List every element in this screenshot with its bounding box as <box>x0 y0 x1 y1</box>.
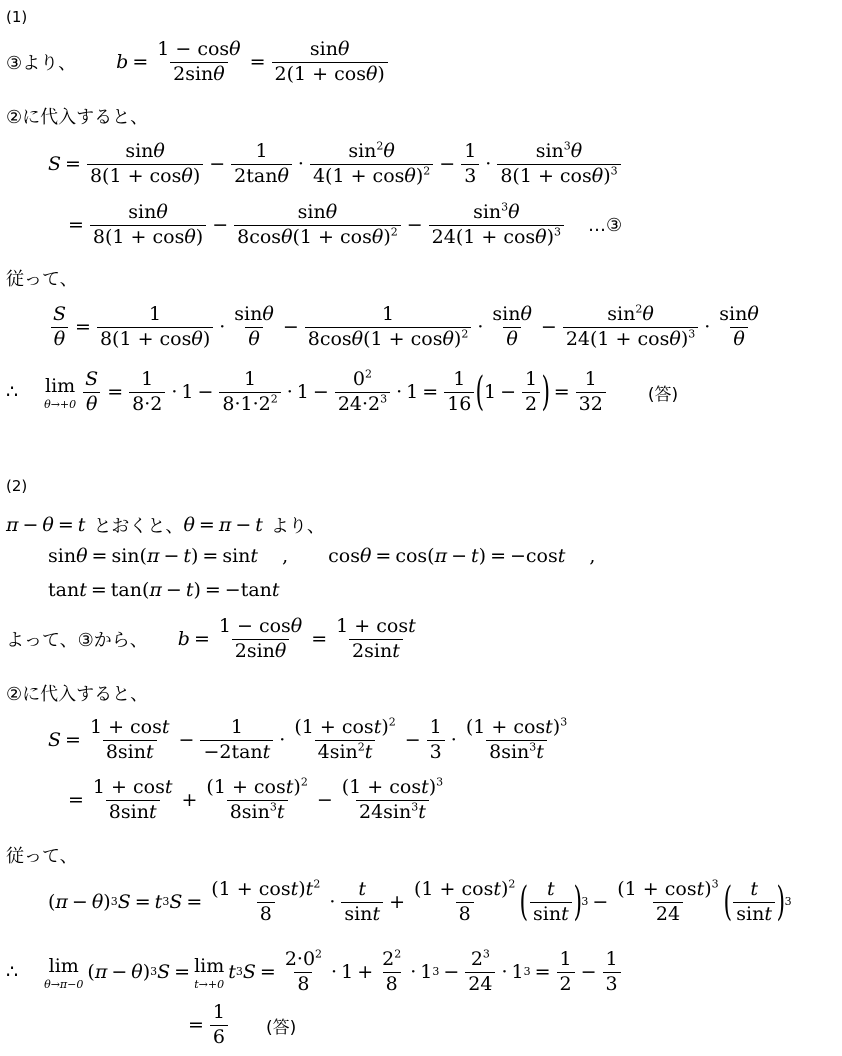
part1-b-equation: ③より、 b = $\frac{1 - \cos\theta}{2\sin\theta}$ = $\frac{\sin\theta}{2(1 + \cos\theta)}$ <box>6 40 390 85</box>
part2-b-equation: よって、③から、 b = $\frac{1 - \cos\theta}{2\sin\theta}$ = $\frac{1 + \cos t}{2\sin t}$ <box>6 615 416 662</box>
part2-tan: tan t = tan( π − t ) = −tan t <box>48 579 280 601</box>
part1-answer-mark: (答) <box>647 384 679 405</box>
part1-substitute-lead: ②に代入すると、 <box>6 107 149 128</box>
part2-S-line1: S = $\frac{1 + \cos t}{8\sin t}$ − $\frac{1}{-2\tan t}$ · $\frac{(1 + \cos t)^2}{4\sin^2t}$ − $\frac{1}{3}$ · $\frac{(1 + \cos t)^3}{8\sin^3t}$ <box>48 715 568 763</box>
part1-S-line1: S = $\frac{\sin\theta}{8(1 + \cos\theta)}$ − $\frac{1}{2\tan\theta}$ · $\frac{\sin^2\theta}{4(1 + \cos\theta)^2}$ − $\frac{1}{3}$ · $\frac{\sin^3\theta}{8(1 + \cos\theta)^3}$ <box>48 142 623 187</box>
part2-therefore-lead: 従って、 <box>6 846 78 867</box>
part2-setup: π − θ = t とおくと、 θ = π − t より、 <box>6 514 325 537</box>
part2-answer-mark: (答) <box>266 1017 297 1038</box>
part1-label: (1) <box>6 8 28 26</box>
part2-S-line2: = $\frac{1 + \cos t}{8\sin t}$ + $\frac{(1 + \cos t)^2}{8\sin^3t}$ − $\frac{(1 + \cos t)^3}{24\sin^3t}$ <box>68 775 444 823</box>
part1-S-line2: = $\frac{\sin\theta}{8(1 + \cos\theta)}$ − $\frac{\sin\theta}{8\cos\theta(1 + \cos\theta)^2}$ − $\frac{\sin^3\theta}{24(1 + \cos\theta)^3}$ …③ <box>68 200 623 248</box>
part2-label: (2) <box>6 477 28 495</box>
part1-therefore-lead: 従って、 <box>6 269 78 290</box>
part2-scaled-S: ( π − θ ) 3 S = t 3 S = $\frac{(1 + \cos t)t^2}{8}$ · $\frac{t}{\sin t}$ + $\frac{(1 + \cos t)^2}{8}$ ( $\frac{t}{\sin t}$ ) 3 − $\frac{(1 + \cos t)^3}{24}$ ( $\frac{t}{\sin t}$ ) 3 <box>48 877 792 926</box>
part2-limit: ∴ lim θ→π−0 ( π − θ ) 3 S = lim t→+0 t 3 S = $\frac{2\cdot 0^2}{8}$ · 1 + $\frac{2^2}{8}$ · 1 3 − $\frac{2^3}{24}$ · 1 3 = $\frac{1}{2}$ − $\frac{1}{3}$ <box>6 950 623 995</box>
part1-S-over-theta: $\frac{S}{\theta}$ = $\frac{1}{8(1 + \cos\theta)}$ · $\frac{\sin\theta}{\theta}$ − $\frac{1}{8\cos\theta(1 + \cos\theta)^2}$ · $\frac{\sin\theta}{\theta}$ − $\frac{\sin^2\theta}{24(1 + \cos\theta)^3}$ · $\frac{\sin\theta}{\theta}$ <box>48 305 764 350</box>
part2-substitute-lead: ②に代入すると、 <box>6 684 149 705</box>
part2-result: = $\frac{1}{6}$ (答) <box>188 1001 297 1048</box>
part1-limit: ∴ lim θ→+0 $\frac{S}{\theta}$ = $\frac{1}{8\cdot 2}$ · 1 − $\frac{1}{8\cdot 1\cdot 2^2}$ · 1 − $\frac{0^2}{24\cdot 2^3}$ · 1 = $\frac{1}{16}$ ( 1 − $\frac{1}{2}$ ) = $\frac{1}{32}$ (答) <box>6 367 679 416</box>
part2-sin-cos: sin θ = sin( π − t ) = sin t , cos θ = cos( π − t ) = −cos t , <box>48 545 596 567</box>
